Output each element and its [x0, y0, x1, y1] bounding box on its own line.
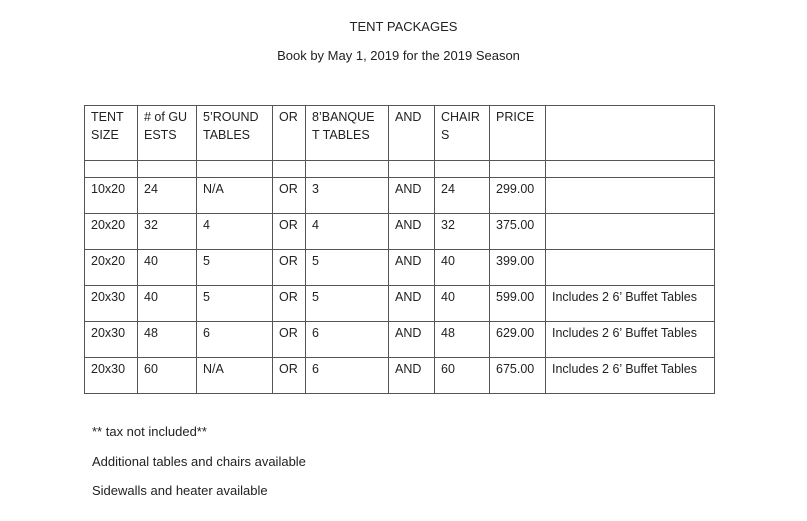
- cell-guests: 60: [138, 358, 197, 394]
- cell-banquet-tables: 5: [306, 250, 389, 286]
- tax-note: ** tax not included**: [92, 424, 207, 439]
- table-row: [85, 286, 715, 322]
- cell-and: AND: [389, 214, 435, 250]
- table-row: [85, 178, 715, 214]
- cell-notes: Includes 2 6’ Buffet Tables: [546, 286, 715, 322]
- header-tent-size: TENT SIZE: [85, 106, 138, 161]
- tent-packages-table: [84, 105, 715, 394]
- cell-round-tables: N/A: [197, 178, 273, 214]
- header-chairs: CHAIRS: [435, 106, 490, 161]
- cell-chairs: 48: [435, 322, 490, 358]
- table-row: [85, 358, 715, 394]
- cell-and: AND: [389, 250, 435, 286]
- cell-round-tables: 5: [197, 250, 273, 286]
- header-or: OR: [273, 106, 306, 161]
- cell-guests: 32: [138, 214, 197, 250]
- cell-chairs: 40: [435, 250, 490, 286]
- cell-or: OR: [273, 286, 306, 322]
- header-guests: # of GUESTS: [138, 106, 197, 161]
- cell-tent-size: 10x20: [85, 178, 138, 214]
- cell-chairs: 32: [435, 214, 490, 250]
- cell-and: AND: [389, 178, 435, 214]
- header-notes: [546, 106, 715, 161]
- cell-price: 629.00: [490, 322, 546, 358]
- cell-price: 399.00: [490, 250, 546, 286]
- cell-price: 675.00: [490, 358, 546, 394]
- cell-and: AND: [389, 286, 435, 322]
- cell-price: 299.00: [490, 178, 546, 214]
- cell-chairs: 60: [435, 358, 490, 394]
- header-price: PRICE: [490, 106, 546, 161]
- cell-tent-size: 20x30: [85, 358, 138, 394]
- cell-banquet-tables: 5: [306, 286, 389, 322]
- cell-or: OR: [273, 214, 306, 250]
- header-round-tables: 5’ROUND TABLES: [197, 106, 273, 161]
- cell-chairs: 24: [435, 178, 490, 214]
- cell-round-tables: 5: [197, 286, 273, 322]
- table-header-row: [85, 106, 715, 161]
- cell-or: OR: [273, 322, 306, 358]
- cell-notes: [546, 214, 715, 250]
- cell-round-tables: 4: [197, 214, 273, 250]
- cell-price: 375.00: [490, 214, 546, 250]
- document-subtitle: Book by May 1, 2019 for the 2019 Season: [277, 48, 520, 63]
- table-row: [85, 322, 715, 358]
- cell-or: OR: [273, 250, 306, 286]
- cell-or: OR: [273, 358, 306, 394]
- header-banquet-tables: 8’BANQUET TABLES: [306, 106, 389, 161]
- cell-tent-size: 20x20: [85, 214, 138, 250]
- table-spacer-row: [85, 161, 715, 178]
- cell-tent-size: 20x20: [85, 250, 138, 286]
- cell-guests: 48: [138, 322, 197, 358]
- cell-and: AND: [389, 358, 435, 394]
- cell-tent-size: 20x30: [85, 322, 138, 358]
- cell-banquet-tables: 6: [306, 322, 389, 358]
- cell-banquet-tables: 6: [306, 358, 389, 394]
- cell-banquet-tables: 4: [306, 214, 389, 250]
- cell-or: OR: [273, 178, 306, 214]
- header-and: AND: [389, 106, 435, 161]
- table-row: [85, 214, 715, 250]
- cell-price: 599.00: [490, 286, 546, 322]
- cell-tent-size: 20x30: [85, 286, 138, 322]
- cell-and: AND: [389, 322, 435, 358]
- additional-note: Additional tables and chairs available: [92, 454, 306, 469]
- document-title: TENT PACKAGES: [349, 19, 458, 34]
- cell-chairs: 40: [435, 286, 490, 322]
- sidewalls-note: Sidewalls and heater available: [92, 483, 268, 498]
- cell-round-tables: N/A: [197, 358, 273, 394]
- cell-notes: Includes 2 6’ Buffet Tables: [546, 322, 715, 358]
- cell-guests: 40: [138, 286, 197, 322]
- cell-guests: 24: [138, 178, 197, 214]
- cell-guests: 40: [138, 250, 197, 286]
- cell-notes: [546, 250, 715, 286]
- cell-round-tables: 6: [197, 322, 273, 358]
- table-row: [85, 250, 715, 286]
- cell-notes: [546, 178, 715, 214]
- cell-banquet-tables: 3: [306, 178, 389, 214]
- cell-notes: Includes 2 6’ Buffet Tables: [546, 358, 715, 394]
